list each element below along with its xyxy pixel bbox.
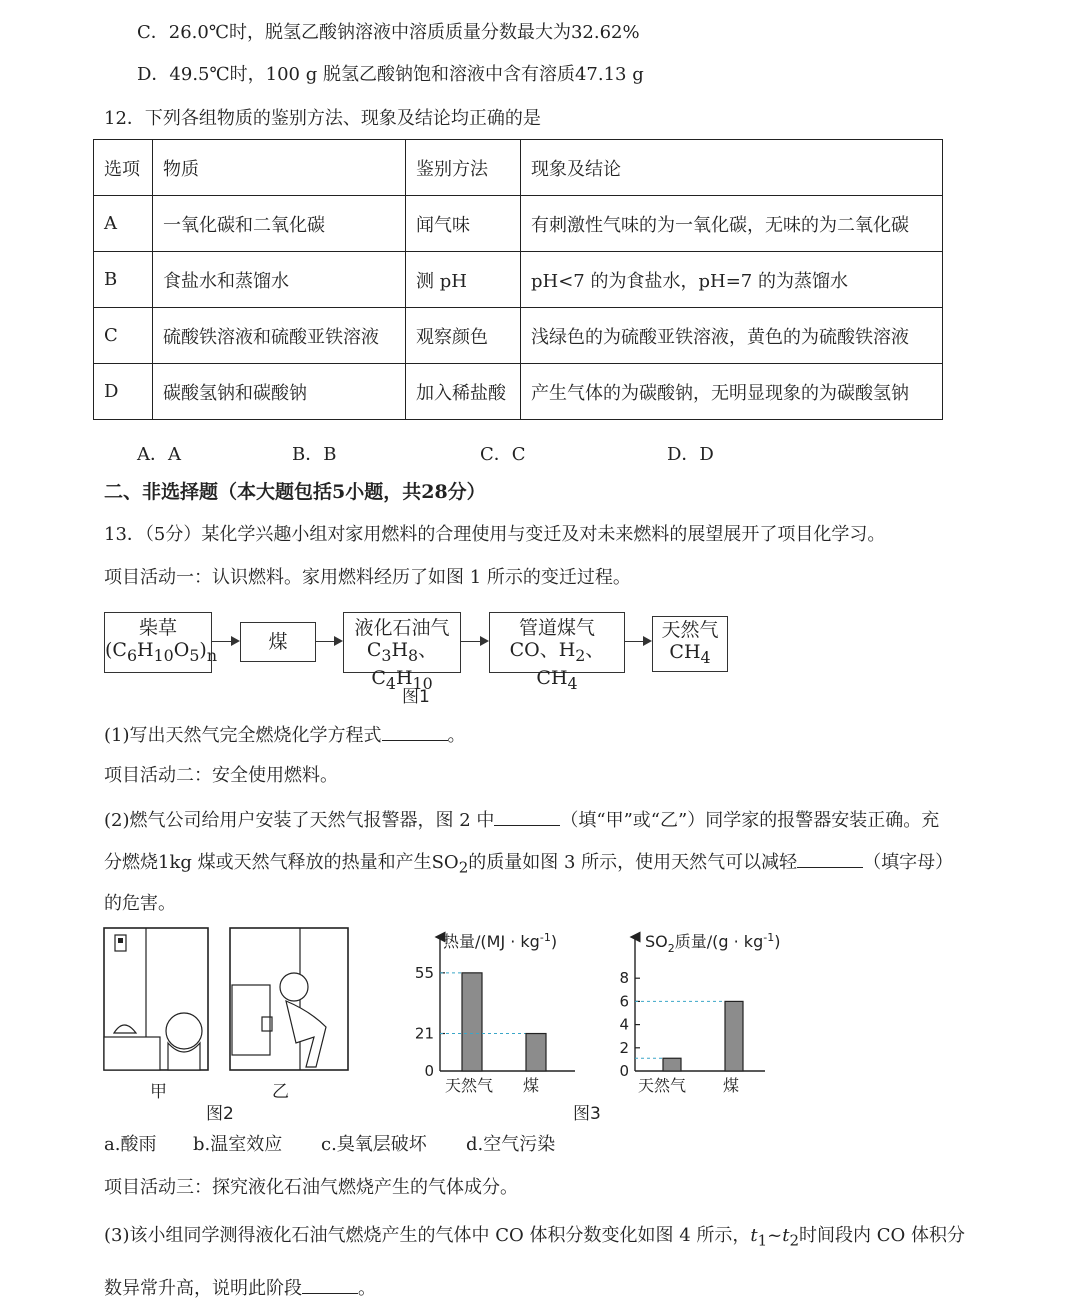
y-tick-label: 8	[619, 969, 629, 988]
option-b: b.温室效应	[193, 1134, 283, 1155]
bar	[526, 1034, 546, 1071]
table-cell: D	[94, 364, 153, 420]
room-yi	[230, 928, 348, 1070]
fig3-caption: 图3	[573, 1104, 601, 1124]
fuel-name: 柴草	[138, 617, 177, 639]
table-row	[94, 308, 943, 364]
table-cell: 闻气味	[406, 196, 521, 252]
table-cell: 浅绿色的为硫酸亚铁溶液，黄色的为硫酸铁溶液	[521, 308, 943, 364]
table-cell: 产生气体的为碳酸钠，无明显现象的为碳酸氢钠	[521, 364, 943, 420]
activity-2: 项目活动二：安全使用燃料。	[104, 765, 338, 786]
chart-heat	[415, 931, 575, 1095]
q13-part3-line2: 数异常升高，说明此阶段 。	[104, 1275, 376, 1301]
q12-choice-d: D．D	[667, 444, 714, 465]
table-cell: 一氧化碳和二氧化碳	[153, 196, 406, 252]
x-category-label: 煤	[523, 1076, 540, 1095]
flow-arrow	[460, 641, 487, 642]
option-c: c.臭氧层破坏	[321, 1134, 427, 1155]
kettle-icon	[114, 1025, 136, 1033]
header-cell: 选项	[94, 140, 153, 196]
y-tick-label: 55	[414, 963, 434, 982]
fuel-formula: $(C_6H_{10}O_5)_n$	[105, 639, 218, 665]
student-head-icon	[280, 973, 308, 1001]
y-tick-label: 6	[619, 992, 629, 1011]
option-a: a.酸雨	[104, 1134, 157, 1155]
q12-stem: 12．下列各组物质的鉴别方法、现象及结论均正确的是	[104, 108, 541, 129]
q13-part2-line3: 的危害。	[104, 893, 176, 914]
fig2-illustration	[100, 925, 356, 1075]
table-cell: 有刺激性气味的为一氧化碳，无味的为二氧化碳	[521, 196, 943, 252]
q12-table	[93, 139, 943, 420]
table-cell: 测 pH	[406, 252, 521, 308]
room-jia	[104, 928, 208, 1070]
bar	[725, 1001, 743, 1071]
activity-3: 项目活动三：探究液化石油气燃烧产生的气体成分。	[104, 1177, 518, 1198]
fig2-label-yi: 乙	[272, 1082, 289, 1102]
table-cell: 碳酸氢钠和碳酸钠	[153, 364, 406, 420]
table-cell: 食盐水和蒸馏水	[153, 252, 406, 308]
answer-blank[interactable]	[302, 1275, 358, 1294]
answer-blank[interactable]	[494, 807, 560, 826]
answer-blank[interactable]	[382, 722, 448, 741]
fig3-charts	[405, 925, 795, 1100]
table-cell: pH<7 的为食盐水，pH=7 的为蒸馏水	[521, 252, 943, 308]
q12-choice-a: A．A	[137, 444, 181, 465]
stove-icon	[104, 1037, 160, 1070]
activity-1: 项目活动一：认识燃料。家用燃料经历了如图 1 所示的变迁过程。	[104, 567, 631, 588]
fuel-name: 管道煤气	[518, 617, 595, 639]
q12-choice-c: C．C	[480, 444, 526, 465]
bar	[462, 973, 482, 1071]
table-cell: C	[94, 308, 153, 364]
fuel-box-lpg	[343, 612, 461, 693]
x-category-label: 天然气	[638, 1076, 687, 1095]
y-tick-label: 0	[424, 1062, 434, 1080]
table-header-row	[94, 140, 943, 196]
fuel-box-pipe-gas	[489, 612, 625, 693]
fig2-label-jia: 甲	[150, 1082, 167, 1102]
flow-arrow	[211, 641, 238, 642]
fuel-box-coal: 煤	[240, 622, 316, 662]
y-axis-label: 热量$/(MJ \cdot kg^{-1})$	[443, 931, 558, 951]
y-tick-label: 0	[619, 1062, 629, 1080]
table-cell: A	[94, 196, 153, 252]
fig2-caption: 图2	[206, 1104, 234, 1124]
table-row	[94, 252, 943, 308]
option-d: d.空气污染	[466, 1134, 556, 1155]
q13-part3-line1: (3)该小组同学测得液化石油气燃烧产生的气体中 CO 体积分数变化如图 4 所示，$t_1\sim t_2$时间段内 CO 体积分	[104, 1225, 966, 1250]
fuel-name: 液化石油气	[354, 617, 450, 639]
header-cell: 现象及结论	[521, 140, 943, 196]
q12-choice-b: B．B	[292, 444, 337, 465]
x-category-label: 天然气	[445, 1076, 494, 1095]
table-cell: 观察颜色	[406, 308, 521, 364]
flow-arrow	[315, 641, 341, 642]
q13-part2-line2: 分燃烧1kg 煤或天然气释放的热量和产生$SO_2$的质量如图 3 所示，使用天然气可以减轻 （填字母）	[104, 849, 953, 880]
y-tick-label: 2	[619, 1038, 629, 1057]
fig1-caption: 图1	[402, 687, 430, 707]
fuel-formula: CO、$H_2$、$CH_4$	[509, 639, 605, 693]
answer-blank[interactable]	[797, 849, 863, 868]
chart-so2	[619, 931, 780, 1095]
q13-stem: 13．（5分）某化学兴趣小组对家用燃料的合理使用与变迁及对未来燃料的展望展开了项目化学习。	[104, 524, 886, 545]
q13-part1: (1)写出天然气完全燃烧化学方程式 。	[104, 722, 466, 748]
q11-option-c: C．26.0℃时，脱氢乙酸钠溶液中溶质质量分数最大为32.62%	[137, 22, 640, 43]
fuel-formula: $C_3H_8$、$C_4H_{10}$	[366, 639, 438, 693]
y-tick-label: 4	[619, 1015, 629, 1034]
header-cell: 物质	[153, 140, 406, 196]
fuel-box-firewood	[104, 612, 218, 673]
student-head-icon	[166, 1013, 202, 1049]
fuel-formula: $CH_4$	[669, 641, 711, 667]
table-cell: 加入稀盐酸	[406, 364, 521, 420]
x-category-label: 煤	[723, 1076, 740, 1095]
table-row	[94, 364, 943, 420]
fuel-name: 天然气	[661, 619, 719, 641]
q13-part2-line1: (2)燃气公司给用户安装了天然气报警器，图 2 中 （填“甲”或“乙”）同学家的报警器安装正确。充	[104, 807, 939, 833]
stove-icon	[232, 985, 270, 1055]
bar	[663, 1058, 681, 1071]
q11-option-d: D．49.5℃时，100 g 脱氢乙酸钠饱和溶液中含有溶质47.13 g	[137, 64, 644, 85]
y-axis-label: $SO_2$质量$/(g \cdot kg^{-1})$	[645, 931, 781, 955]
flow-arrow	[624, 641, 650, 642]
header-cell: 鉴别方法	[406, 140, 521, 196]
table-cell: 硫酸铁溶液和硫酸亚铁溶液	[153, 308, 406, 364]
table-cell: B	[94, 252, 153, 308]
fuel-box-natural-gas	[652, 616, 728, 672]
section-heading: 二、非选择题（本大题包括5小题，共28分）	[104, 481, 486, 503]
y-tick-label: 21	[414, 1024, 434, 1043]
table-row	[94, 196, 943, 252]
